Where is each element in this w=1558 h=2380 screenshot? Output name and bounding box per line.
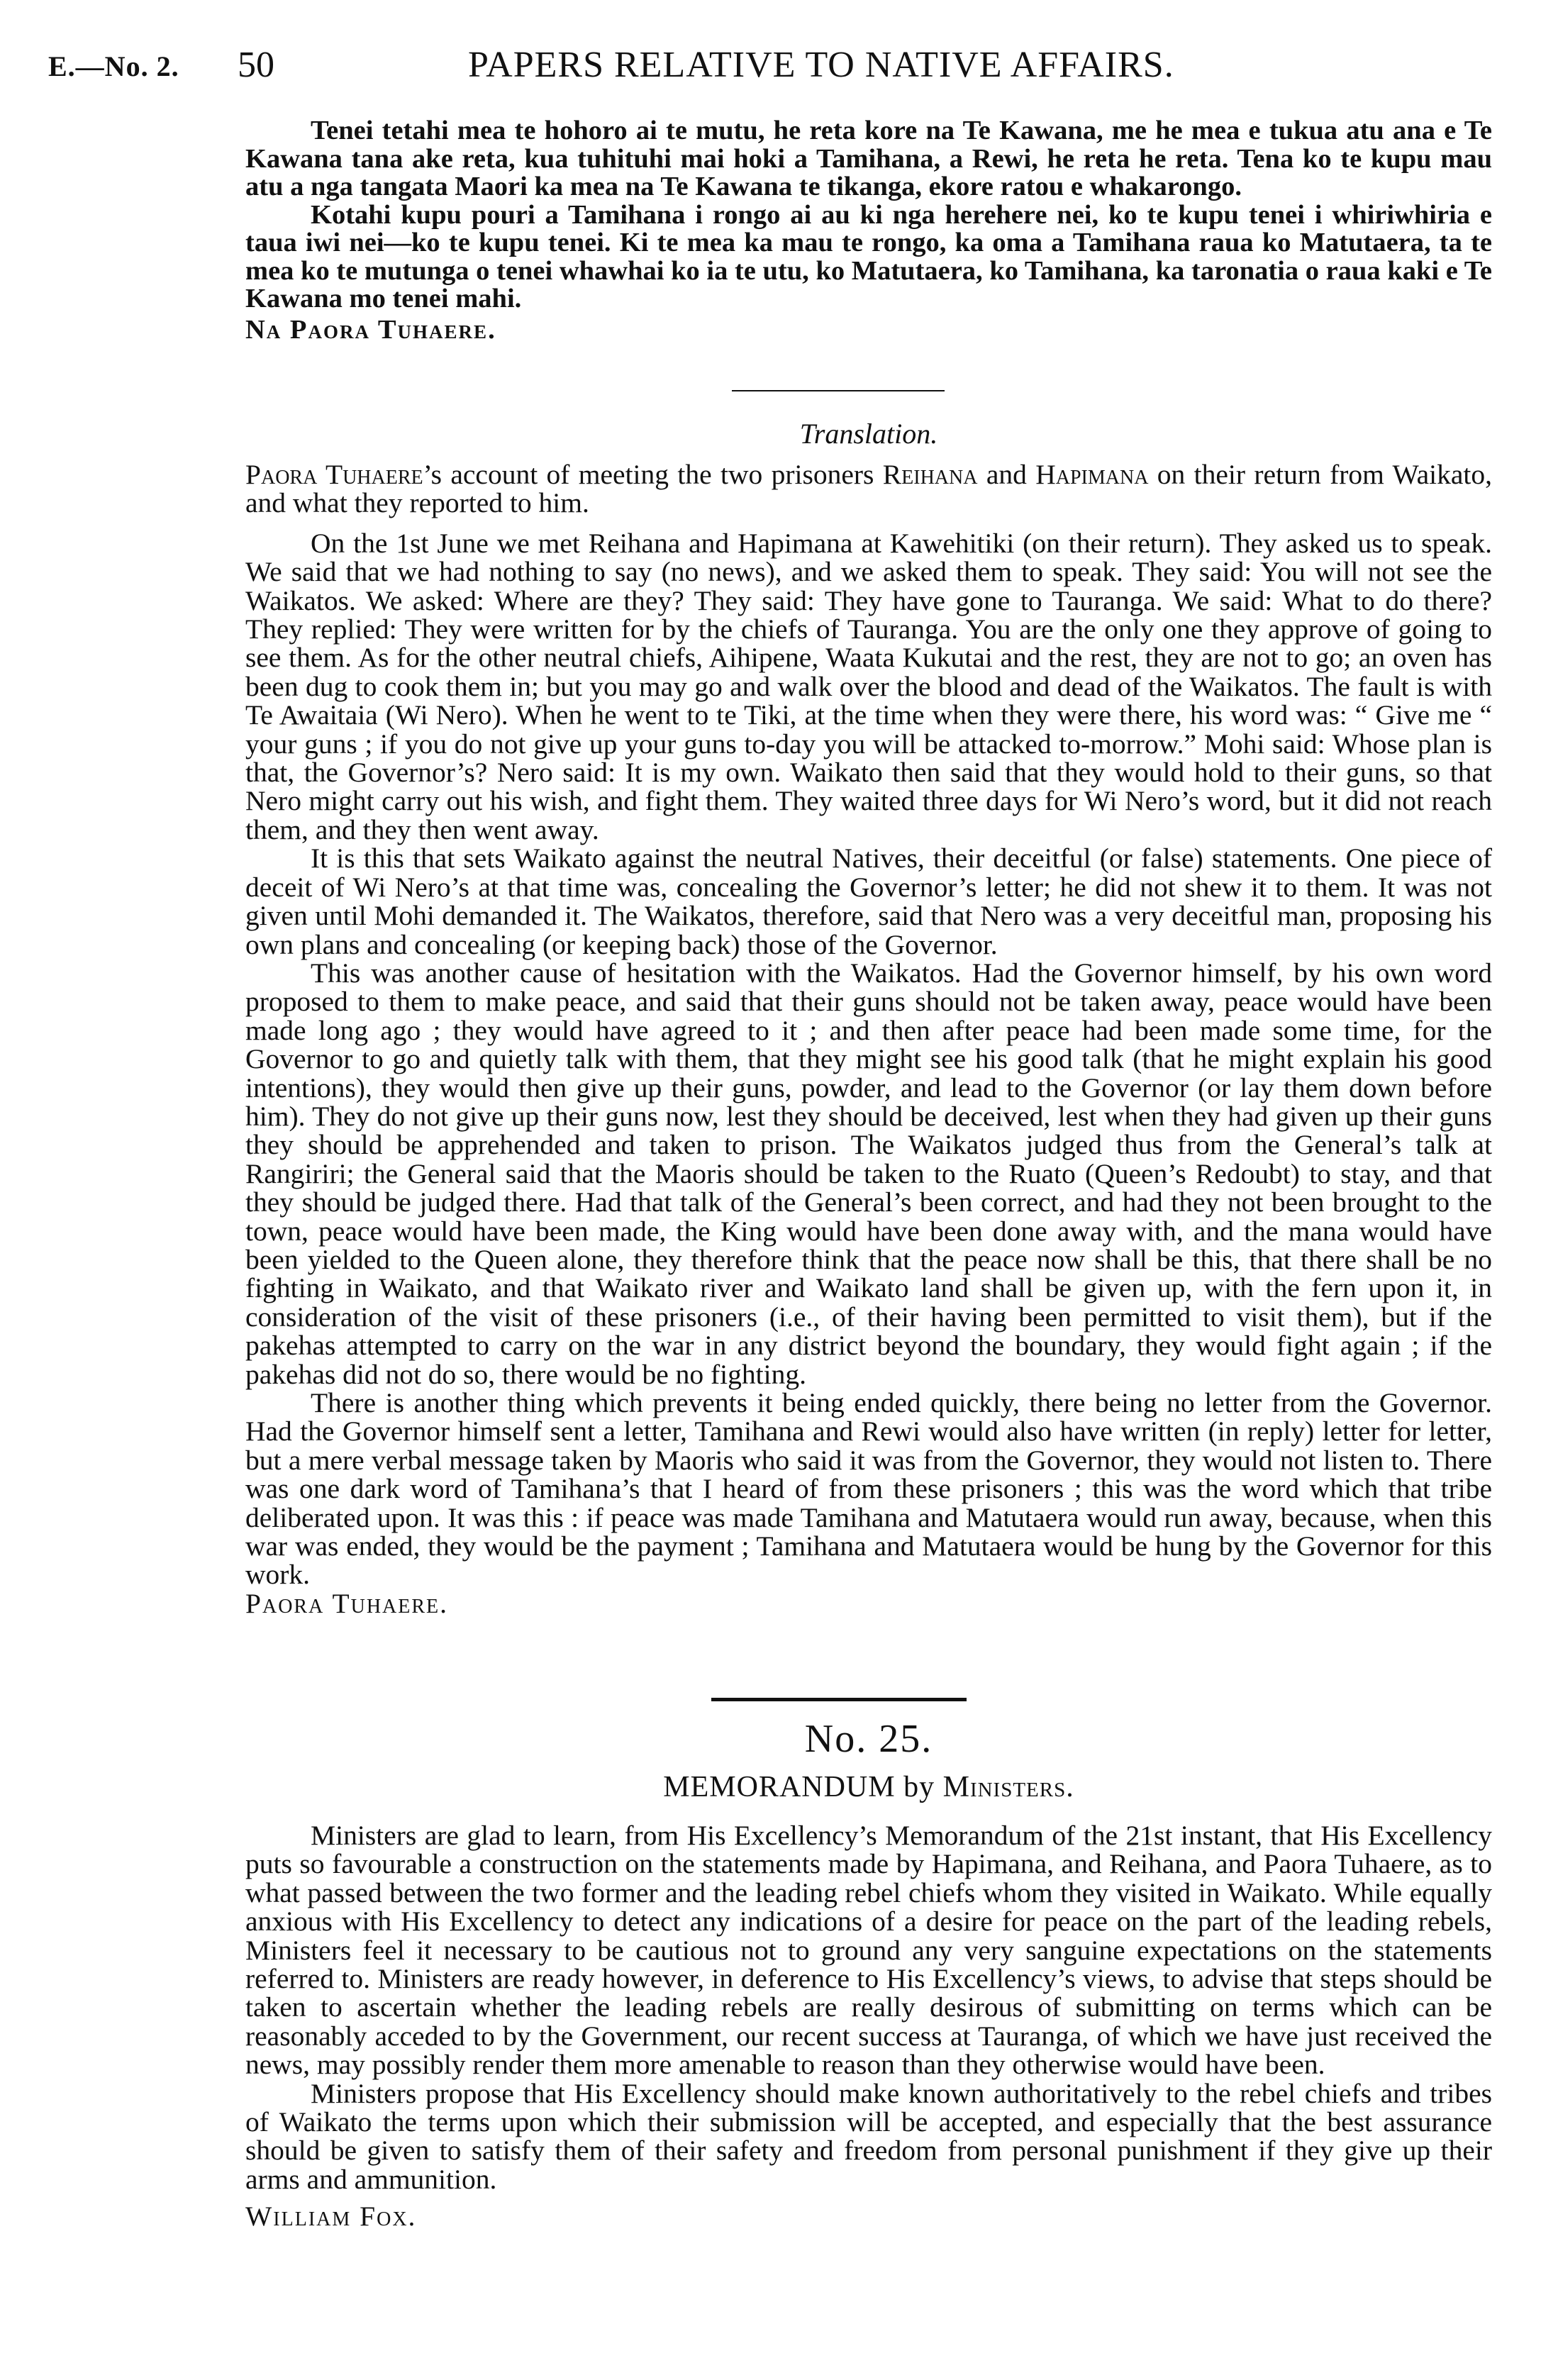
memorandum-paragraph: Ministers are glad to learn, from His Excellency’s Memorandum of the 21st instant, that His Excellency puts so favourable a construction on the statements made by Hapimana, and Reihana, and Paora Tuhaere, as to what passed between the two former and the leading rebel chiefs whom they visited in Waikato. While equally anxious with His Excellency to detect any indications of a desire for peace on the part of the leading rebels, Ministers feel it necessary to be cautious not to ground any very sanguine expectations on the statements referred to. Ministers are ready however, in deference to His Excellency’s views, to advise that steps should be taken to ascertain whether the leading rebels are really desirous of submitting on terms which can be reasonably acceded to by the Government, our recent success at Tauranga, of which we have just received the news, may possibly render them more amenable to reason than they otherwise would have been. <box>245 1820 1492 2081</box>
translation-paragraph: This was another cause of hesitation with the Waikatos. Had the Governor himself, by his own word proposed to them to make peace, and said that their guns should not be taken away, peace would have been made long ago ; they would have agreed to it ; and then after peace had been made some time, for the Governor to go and quietly talk with them, that they might see his good talk (that he might explain his good intentions), they would then give up their guns, powder, and lead to the Governor (or lay them down before him). They do not give up their guns now, lest they should be deceived, lest when they had given up their guns they should be apprehended and taken to prison. The Waikatos judged thus from the General’s talk at Rangiriri; the General said that the Maoris should be taken to the Ruato (Queen’s Redoubt) to stay, and that they should be judged there. Had that talk of the General’s been correct, and had they not been brought to the town, peace would have been made, the King would have been done away with, and the mana would have been yielded to the Queen alone, they therefore think that the peace now shall be this, that there shall be no fighting in Waikato, and that Waikato river and Waikato land shall be given up, with the fern upon it, in consideration of the visit of these prisoners (i.e., of their having been permitted to visit them), but if the pakehas attempted to carry on the war in any district beyond the boundary, they would fight again ; if the pakehas did not do so, there would be no fighting. <box>245 957 1492 1390</box>
translation-paragraph: On the 1st June we met Reihana and Hapimana at Kawehitiki (on their return). They asked us to speak. We said that we had nothing to say (no news), and we asked them to speak. They said: You will not see the Waikatos. We asked: Where are they? They said: They have gone to Tauranga. We said: What to do there? They replied: They were written for by the chiefs of Tauranga. You are the only one they approve of going to see them. As for the other neutral chiefs, Aihipene, Waata Kukutai and the rest, they are not to go; an oven has been dug to cook them in; but you may go and walk over the blood and dead of the Waikatos. The fault is with Te Awaitaia (Wi Nero). When he went to te Tiki, at the time when they were there, his word was: “ Give me “ your guns ; if you do not give up your guns to-day you will be attacked to-morrow.” Mohi said: Whose plan is that, the Governor’s? Nero said: It is my own. Waikato then said that they would hold to their guns, so that Nero might carry out his wish, and fight them. They waited three days for Wi Nero’s word, but it did not reach them, and they then went away. <box>245 527 1492 845</box>
translation-paragraph: It is this that sets Waikato against the neutral Natives, their deceitful (or false) statements. One piece of deceit of Wi Nero’s at that time was, concealing the Governor’s letter; he did not shew it to them. It was not given until Mohi demanded it. The Waikatos, therefore, said that Nero was a very deceitful man, proposing his own plans and concealing (or keeping back) those of the Governor. <box>245 843 1492 960</box>
maori-paragraph: Kotahi kupu pouri a Tamihana i rongo ai au ki nga herehere nei, ko te kupu tenei i whiriwhiria e taua iwi nei—ko te kupu tenei. Ki te mea ka mau te rongo, ka oma a Tamihana raua ko Matutaera, ta te mea ko te mutunga o tenei whawhai ko ia te utu, ko Matutaera, ko Tamihana, ka taronatia o raua kaki e Te Kawana mo tenei mahi. <box>245 199 1492 313</box>
memorandum-title-author: Ministers. <box>942 1771 1074 1803</box>
intro-name: Reihana <box>882 459 978 490</box>
maori-letter <box>245 117 1492 344</box>
translation-heading: Translation. <box>799 418 938 450</box>
maori-paragraph: Tenei tetahi mea te hohoro ai te mutu, he reta kore na Te Kawana, me he mea e tukua atu ana e Te Kawana tana ake reta, kua tuhituhi mai hoki a Tamihana, a Rewi, he reta he reta. Tena ko te kupu mau atu a nga tangata Maori ka mea na Te Kawana te tikanga, ekore ratou e whakarongo. <box>245 116 1492 201</box>
page-number: 50 <box>238 45 274 85</box>
memorandum-section <box>245 1716 1492 2231</box>
intro-author: Paora Tuhaere <box>245 459 423 490</box>
page-header <box>0 44 1558 87</box>
translation-section <box>245 417 1492 1618</box>
translation-intro <box>245 460 1492 518</box>
memorandum-signature: William Fox. <box>245 2201 417 2232</box>
intro-name: Hapimana <box>1035 459 1149 490</box>
document-reference: E.—No. 2. <box>48 50 179 82</box>
intro-text: and <box>977 459 1036 490</box>
heavy-divider <box>711 1698 967 1701</box>
memorandum-paragraph: Ministers propose that His Excellency should make known authoritatively to the rebel chiefs and tribes of Waikato the terms upon which their submission will be accepted, and especially that the best assurance should be given to satisfy them of their safety and freedom from personal punishment if they give up their arms and ammunition. <box>245 2077 1492 2195</box>
translation-signature: Paora Tuhaere. <box>245 1587 449 1619</box>
memorandum-title <box>245 1770 1492 1804</box>
section-divider <box>732 390 945 391</box>
translation-paragraph: There is another thing which prevents it being ended quickly, there being no letter from the Governor. Had the Governor himself sent a letter, Tamihana and Rewi would also have written (in reply) letter for letter, but a mere verbal message taken by Maoris who said it was from the Governor, they would not listen to. There was one dark word of Tamihana’s that I heard of from these prisoners ; this was the word which that tribe deliberated upon. It was this : if peace was made Tamihana and Matutaera would run away, because, when this war was ended, they would be the payment ; Tamihana and Matutaera would be hung by the Governor for this work. <box>245 1387 1492 1591</box>
running-title: PAPERS RELATIVE TO NATIVE AFFAIRS. <box>468 45 1174 85</box>
memorandum-title-text: MEMORANDUM by <box>663 1771 943 1803</box>
intro-text: ’s account of meeting the two prisoners <box>423 459 883 490</box>
memorandum-number: No. 25. <box>804 1717 933 1761</box>
maori-signature: Na Paora Tuhaere. <box>245 314 496 345</box>
intro-text: on their return from Waikato, and what they reported to him. <box>245 459 1493 519</box>
